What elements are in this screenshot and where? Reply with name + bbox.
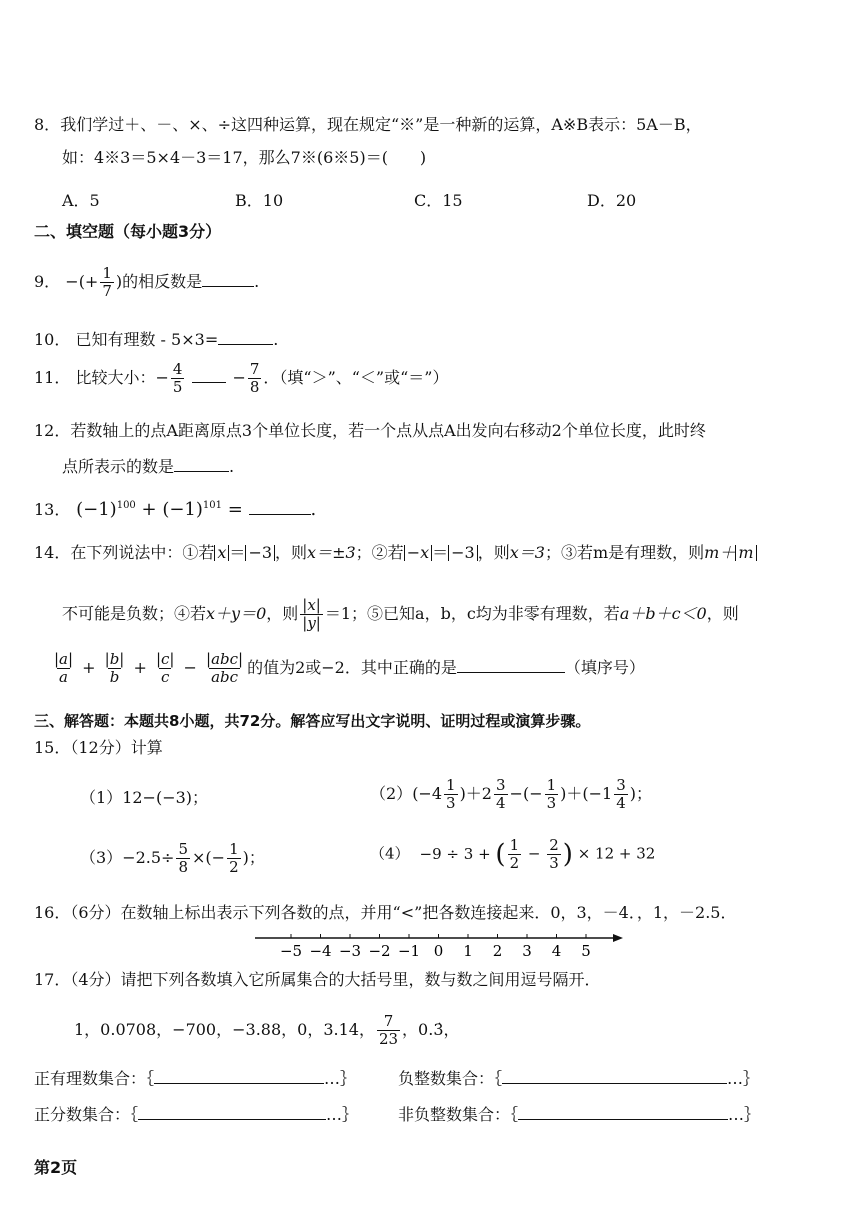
q15-p4-rparen: ) bbox=[562, 839, 573, 870]
q16-number: 16． bbox=[34, 903, 71, 922]
q8-number: 8． bbox=[34, 115, 61, 134]
q13-term-a: (−1) bbox=[76, 499, 117, 520]
set-negative-integer-open: ｛ bbox=[494, 1069, 503, 1088]
q14-l1e: ，则 bbox=[275, 543, 308, 562]
q14-line2 bbox=[62, 598, 739, 631]
number-line bbox=[255, 932, 625, 962]
q10-answer-blank[interactable] bbox=[218, 330, 273, 345]
q17-fraction bbox=[377, 1014, 400, 1047]
q14-frac-a-den: a bbox=[59, 667, 68, 686]
page-footer: 第2页 bbox=[34, 1158, 78, 1177]
q14-l1n: m＋ bbox=[704, 543, 736, 562]
set-positive-fraction-label: 正分数集合： bbox=[34, 1105, 131, 1124]
q15-title bbox=[34, 740, 163, 756]
q17-nums-b: ，0.3̇， bbox=[402, 1020, 460, 1040]
q15-p2-frac-b bbox=[494, 778, 508, 811]
q15-p3-fa-n: 5 bbox=[178, 840, 188, 858]
q14-l1l: x＝3 bbox=[509, 543, 545, 562]
q14-abs-m: m bbox=[735, 545, 756, 561]
q15-p3-a: −2.5÷ bbox=[122, 848, 175, 868]
set-negative-integer-blank[interactable] bbox=[502, 1069, 727, 1084]
q16 bbox=[34, 905, 737, 921]
q10-text: 已知有理数 - 5×3= bbox=[75, 330, 219, 349]
q14-frac-abc-den: abc bbox=[211, 667, 239, 686]
q14-l1f: x＝±3 bbox=[307, 543, 356, 562]
set-positive-rational bbox=[34, 1066, 356, 1089]
q15-p2-fc-d: 3 bbox=[546, 793, 557, 812]
q15-p4-f1-n: 1 bbox=[509, 836, 520, 854]
q13-plus: + bbox=[135, 499, 163, 520]
set-nonnegative-integer bbox=[398, 1102, 760, 1125]
q14-l2f: ，则 bbox=[706, 604, 739, 624]
q11-mid: − bbox=[232, 368, 246, 388]
q15-title-text: （12分）计算 bbox=[70, 738, 163, 757]
q17-frac-d: 23 bbox=[378, 1029, 399, 1048]
q12-answer-blank[interactable] bbox=[174, 457, 229, 472]
q9-post: )的相反数是 bbox=[115, 272, 203, 292]
q14-l1g: ；②若 bbox=[355, 543, 404, 562]
q14-number: 14． bbox=[34, 543, 71, 562]
q17 bbox=[34, 972, 601, 988]
set-negative-integer-label: 负整数集合： bbox=[398, 1069, 495, 1088]
q16-text: （6分）在数轴上标出表示下列各数的点，并用“<”把各数连接起来．0，3，－4．，1，－2.5． bbox=[70, 903, 737, 922]
q8-option-a: A．5 bbox=[62, 191, 100, 210]
q8-line2 bbox=[62, 150, 426, 166]
q15-p2-frac-d bbox=[614, 778, 628, 811]
q9-pre: −(+ bbox=[65, 272, 99, 292]
q8-line1 bbox=[34, 117, 702, 133]
q15-part4 bbox=[370, 838, 655, 871]
number-line-arrow bbox=[613, 934, 623, 942]
q14-line3: $\frac{|a|}{a}$ + $\frac{|b|}{b}$ + $\frac{|c|}{c}$ − $\frac{\text{|abc|}}{\text{abc}}$ 的值为2或−2．其中正确的是 （填序号） bbox=[54, 650, 645, 686]
q14-l2c: ，则 bbox=[266, 604, 299, 624]
q17-nums-a: 1，0.0708，−700，−3.88，0，3.14， bbox=[74, 1020, 375, 1040]
q9-end: . bbox=[254, 272, 260, 292]
q15-p1-expr: 12−(−3)； bbox=[122, 788, 209, 807]
q14-frac-xy-num: |x| bbox=[302, 596, 321, 614]
q12-end: . bbox=[229, 457, 235, 476]
q14-frac-xy-den: |y| bbox=[302, 613, 321, 632]
q13-term-b: (−1) bbox=[162, 499, 203, 520]
q14-l2b: x＋y＝0 bbox=[206, 604, 267, 624]
q11-f1-num: 4 bbox=[172, 360, 183, 378]
q15-p2-fa-d: 3 bbox=[446, 793, 456, 812]
q9-number: 9． bbox=[34, 272, 61, 292]
q13-answer-blank[interactable] bbox=[249, 500, 311, 515]
q9-frac-den: 7 bbox=[102, 281, 112, 300]
q13-equals: = bbox=[222, 499, 249, 520]
q15-number: 15． bbox=[34, 738, 71, 757]
set-positive-rational-close: …｝ bbox=[324, 1069, 357, 1088]
q15-p2-frac-a bbox=[444, 778, 458, 811]
set-nonnegative-integer-label: 非负整数集合： bbox=[398, 1105, 511, 1124]
number-line-tick-label: −1 bbox=[397, 942, 421, 960]
set-nonnegative-integer-blank[interactable] bbox=[518, 1105, 728, 1120]
q14-frac-a-num: |a| bbox=[54, 650, 74, 668]
q14-l3b: （填序号） bbox=[564, 658, 645, 678]
q13-exp-2: 101 bbox=[202, 500, 223, 511]
number-line-tick-label: 1 bbox=[463, 942, 473, 960]
q14-frac-b-num: |b| bbox=[104, 650, 125, 668]
set-positive-rational-open: ｛ bbox=[146, 1069, 155, 1088]
number-line-tick-label: −5 bbox=[279, 942, 303, 960]
q14-l1c: ＝ bbox=[229, 543, 246, 562]
q14-frac-abc-num: |abc| bbox=[206, 650, 244, 668]
q9-frac-num: 1 bbox=[102, 264, 112, 282]
q14-answer-blank[interactable] bbox=[457, 658, 565, 673]
q11-f2-num: 7 bbox=[249, 360, 260, 378]
q14-frac-b bbox=[103, 652, 127, 685]
q9-answer-blank[interactable] bbox=[202, 272, 254, 287]
set-positive-rational-blank[interactable] bbox=[154, 1069, 324, 1084]
q14-l2a: 不可能是负数；④若 bbox=[62, 604, 207, 624]
q14-line1 bbox=[34, 545, 757, 561]
q8-option-b: B．10 bbox=[235, 191, 284, 210]
q15-p2-fb-n: 3 bbox=[496, 776, 506, 794]
q14-abs-negx: −x bbox=[404, 545, 432, 561]
q17-frac-n: 7 bbox=[383, 1012, 394, 1030]
q11-fraction-1 bbox=[171, 362, 185, 395]
q15-p4-minus: − bbox=[523, 844, 546, 863]
q15-p3-frac-a bbox=[176, 842, 190, 875]
q13-exp-1: 100 bbox=[116, 500, 136, 511]
q15-p2-fd-d: 4 bbox=[616, 793, 626, 812]
number-line-tick-label: −3 bbox=[338, 942, 362, 960]
q12-line1 bbox=[34, 423, 706, 439]
q11-f2-den: 8 bbox=[249, 377, 260, 396]
number-line-tick-label: 4 bbox=[551, 942, 562, 960]
q15-p3-fb-n: 1 bbox=[229, 840, 239, 858]
q13-end: . bbox=[310, 499, 317, 520]
q15-p3-c: )； bbox=[242, 848, 265, 868]
number-line-tick-label: 2 bbox=[492, 942, 503, 960]
q15-p4-label: （4） bbox=[370, 844, 410, 863]
set-negative-integer-close: …｝ bbox=[727, 1069, 760, 1088]
q15-p2-fa-n: 1 bbox=[446, 776, 456, 794]
set-positive-rational-label: 正有理数集合： bbox=[34, 1069, 147, 1088]
q12-line2 bbox=[62, 457, 234, 475]
q15-p2-fc-n: 1 bbox=[546, 776, 557, 794]
q14-l2d: ＝1；⑤已知a，b，c均为非零有理数，若 bbox=[324, 604, 620, 624]
q9-fraction bbox=[100, 266, 114, 299]
section-2-heading: 二、填空题（每小题3分） bbox=[34, 222, 222, 241]
q14-abs-x: x bbox=[214, 545, 229, 561]
q14-abs-neg3-b: −3 bbox=[448, 545, 478, 561]
q14-frac-c-den: c bbox=[160, 667, 170, 686]
q15-p3-frac-b bbox=[227, 842, 241, 875]
q8-text-line2: 如：4※3＝5×4－3＝17，那么7※(6※5)＝( ) bbox=[62, 148, 427, 167]
q15-p4-lparen: ( bbox=[495, 839, 506, 870]
q8-text-line1: 我们学过＋、－、×、÷这四种运算，现在规定“※”是一种新的运算，A※B表示：5A－B， bbox=[60, 115, 702, 134]
q15-p2-b: )＋2 bbox=[459, 784, 492, 804]
q11-post: ．（填“＞”、“＜”或“＝”） bbox=[263, 368, 449, 388]
q15-p3-fa-d: 8 bbox=[178, 857, 188, 876]
q15-p2-fb-d: 4 bbox=[496, 793, 506, 812]
q12-number: 12． bbox=[34, 421, 71, 440]
q14-l1k: ，则 bbox=[477, 543, 510, 562]
set-positive-fraction-open: ｛ bbox=[130, 1105, 139, 1124]
q15-part1 bbox=[80, 790, 208, 806]
q15-p4-f1-d: 2 bbox=[509, 853, 520, 872]
number-line-tick-label: 0 bbox=[433, 942, 444, 960]
q14-l2e: a＋b＋c＜0 bbox=[619, 604, 707, 624]
q15-part2 bbox=[370, 778, 652, 811]
q15-p2-e: )； bbox=[629, 784, 653, 804]
set-nonnegative-integer-close: …｝ bbox=[728, 1105, 761, 1124]
q15-part3 bbox=[80, 842, 265, 875]
q14-frac-c bbox=[154, 652, 177, 685]
q13 bbox=[34, 500, 316, 519]
section-3-heading: 三、解答题：本题共8小题，共72分。解答应写出文字说明、证明过程或演算步骤。 bbox=[34, 712, 591, 730]
q15-p4-f2-n: 2 bbox=[549, 836, 559, 854]
q8-option-d: D．20 bbox=[587, 191, 637, 210]
q15-p4-frac-1 bbox=[508, 838, 522, 871]
q15-p4-f2-d: 3 bbox=[549, 853, 559, 872]
q15-p2-frac-c bbox=[545, 778, 559, 811]
q10 bbox=[34, 330, 278, 348]
q15-p4-frac-2 bbox=[547, 838, 561, 871]
q11 bbox=[34, 362, 448, 395]
number-line-tick-label: −4 bbox=[309, 942, 332, 960]
q15-p3-b: ×(− bbox=[192, 848, 226, 868]
q15-p3-fb-d: 2 bbox=[229, 857, 239, 876]
q12-text-line2: 点所表示的数是 bbox=[62, 457, 175, 476]
q12-text-line1: 若数轴上的点A距离原点3个单位长度，若一个点从点A出发向右移动2个单位长度，此时终 bbox=[70, 421, 706, 440]
number-line-tick-label: −2 bbox=[368, 942, 391, 960]
q14-frac-xy bbox=[300, 598, 323, 631]
q13-number: 13． bbox=[34, 500, 71, 519]
set-positive-fraction-blank[interactable] bbox=[138, 1105, 326, 1120]
q14-frac-b-den: b bbox=[109, 667, 120, 686]
q15-p2-fd-n: 3 bbox=[616, 776, 626, 794]
q15-p4-a: −9 ÷ 3 + bbox=[419, 844, 496, 863]
q14-abs-neg3-a: −3 bbox=[245, 545, 275, 561]
q17-number: 17． bbox=[34, 970, 71, 989]
q14-l1a: 在下列说法中：①若 bbox=[70, 543, 215, 562]
q15-p4-b: × 12 + 32 bbox=[572, 844, 656, 863]
q10-end: . bbox=[273, 330, 279, 349]
set-positive-fraction bbox=[34, 1102, 358, 1125]
set-positive-fraction-close: …｝ bbox=[326, 1105, 359, 1124]
q11-number: 11． bbox=[34, 368, 71, 388]
q9 bbox=[34, 266, 259, 299]
q11-answer-blank[interactable] bbox=[192, 368, 226, 383]
q8-option-c: C．15 bbox=[414, 191, 463, 210]
q11-pre: 比较大小：− bbox=[75, 368, 169, 388]
q15-p2-d: )＋(−1 bbox=[560, 784, 613, 804]
q15-p2-c: −(− bbox=[509, 784, 543, 804]
set-negative-integer bbox=[398, 1066, 759, 1089]
number-line-tick-label: 3 bbox=[522, 942, 532, 960]
q10-number: 10． bbox=[34, 330, 71, 349]
q14-frac-a bbox=[52, 652, 75, 685]
q15-p1-label: （1） bbox=[80, 788, 123, 807]
q15-p2-a: (−4 bbox=[412, 784, 443, 804]
number-line-tick-label: 5 bbox=[581, 942, 591, 960]
q14-frac-c-num: |c| bbox=[155, 650, 175, 668]
q14-l3a: 的值为2或−2．其中正确的是 bbox=[247, 658, 457, 678]
q14-frac-abc bbox=[204, 652, 245, 685]
q11-f1-den: 5 bbox=[172, 377, 183, 396]
set-nonnegative-integer-open: ｛ bbox=[510, 1105, 519, 1124]
q15-p2-label: （2） bbox=[370, 784, 413, 804]
q14-l1i: ＝ bbox=[432, 543, 449, 562]
q11-fraction-2 bbox=[248, 362, 262, 395]
q17-text: （4分）请把下列各数填入它所属集合的大括号里，数与数之间用逗号隔开． bbox=[70, 970, 601, 989]
q14-l1m: ；③若m是有理数，则 bbox=[544, 543, 705, 562]
q17-numbers bbox=[74, 1014, 460, 1047]
q15-p3-label: （3） bbox=[80, 848, 123, 868]
